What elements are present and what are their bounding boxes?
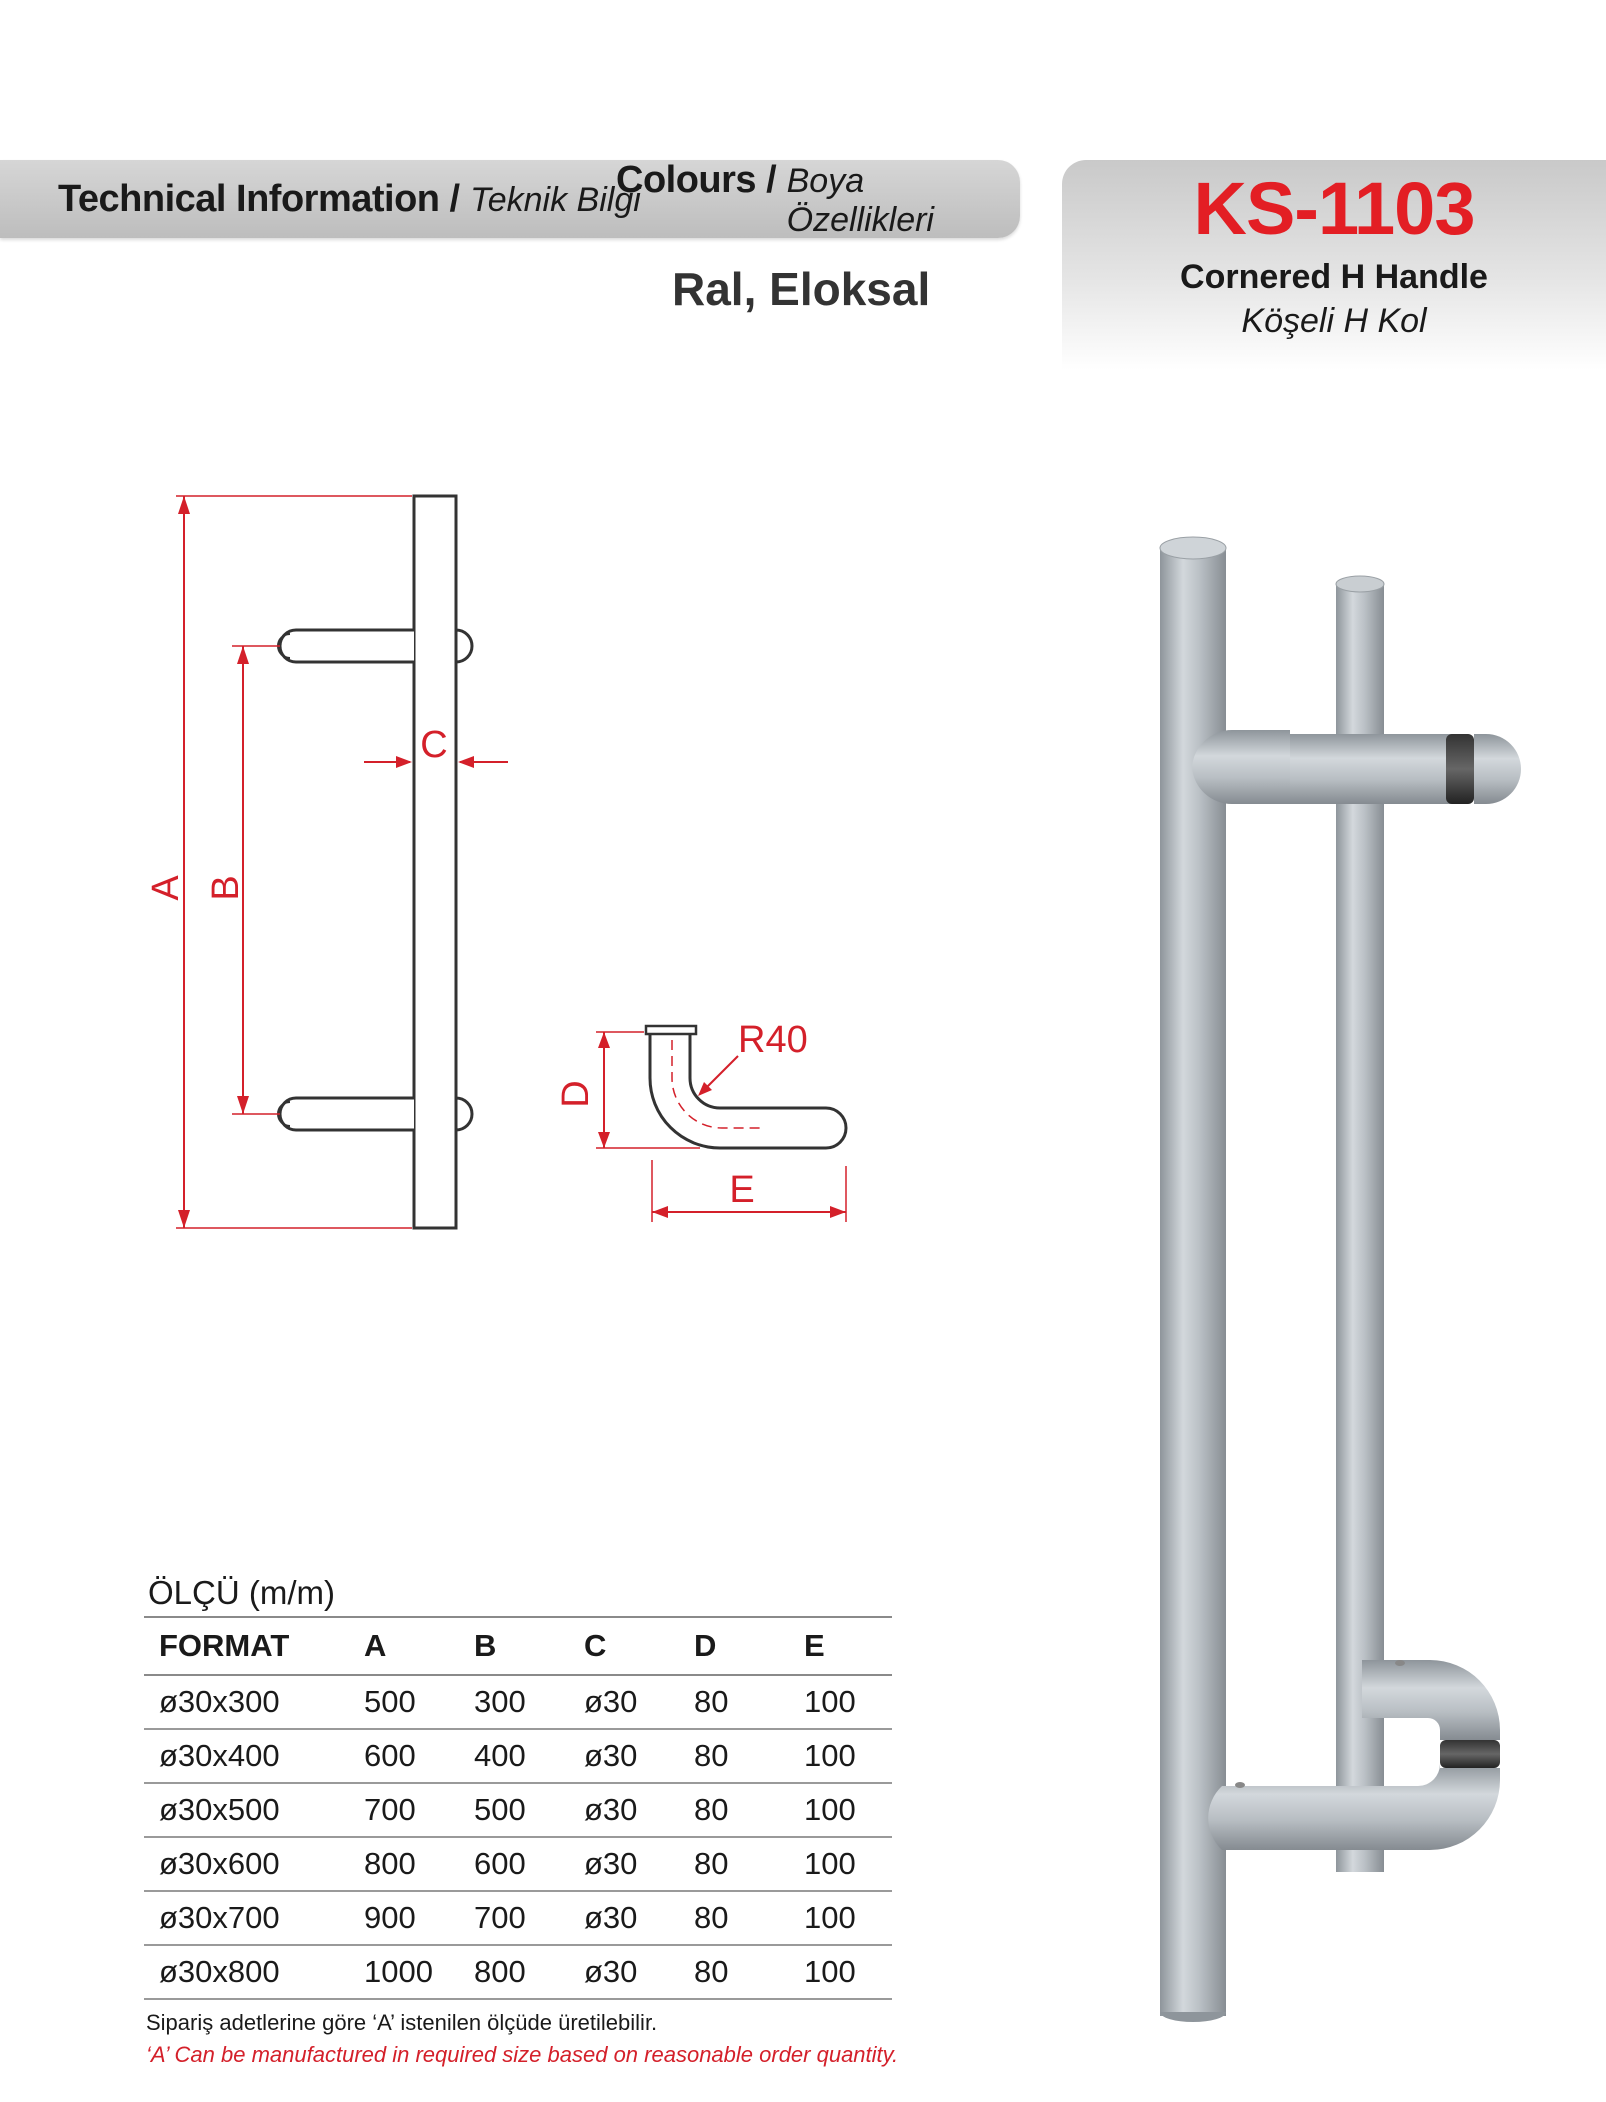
table-header-row (144, 1616, 892, 1676)
header-d: D (694, 1628, 717, 1663)
table-row (144, 1676, 892, 1730)
cell-a: 900 (364, 1900, 416, 1935)
label-b: B (205, 875, 247, 901)
cell-format: ø30x700 (159, 1900, 280, 1935)
product-illustration (1160, 537, 1521, 2022)
cell-c: ø30 (584, 1684, 638, 1719)
cell-c: ø30 (584, 1900, 638, 1935)
table-row (144, 1838, 892, 1892)
cell-c: ø30 (584, 1792, 638, 1827)
product-code: KS-1103 (1193, 167, 1475, 250)
colours-value: Ral, Eloksal (672, 263, 931, 315)
cell-e: 100 (804, 1900, 856, 1935)
cell-d: 80 (694, 1846, 729, 1881)
product-name-en: Cornered H Handle (1180, 258, 1488, 296)
cell-b: 700 (474, 1900, 526, 1935)
cell-a: 700 (364, 1792, 416, 1827)
cell-e: 100 (804, 1738, 856, 1773)
header-format: FORMAT (159, 1628, 290, 1663)
cell-b: 800 (474, 1954, 526, 1989)
cell-e: 100 (804, 1684, 856, 1719)
cell-e: 100 (804, 1954, 856, 1989)
cell-c: ø30 (584, 1846, 638, 1881)
table-row (144, 1892, 892, 1946)
label-a: A (145, 875, 187, 901)
cell-b: 600 (474, 1846, 526, 1881)
header-e: E (804, 1628, 825, 1663)
cell-a: 800 (364, 1846, 416, 1881)
header-a: A (364, 1628, 387, 1663)
side-view (555, 1019, 846, 1222)
header-c: C (584, 1628, 607, 1663)
cell-d: 80 (694, 1738, 729, 1773)
colours-title-separator: / (766, 158, 777, 201)
label-r40: R40 (738, 1019, 808, 1061)
cell-d: 80 (694, 1792, 729, 1827)
cell-a: 500 (364, 1684, 416, 1719)
label-e: E (729, 1169, 755, 1211)
table-row (144, 1784, 892, 1838)
label-c: C (420, 724, 448, 766)
colours-title-italic: Boya Özellikleri (786, 161, 934, 239)
cell-format: ø30x400 (159, 1738, 280, 1773)
dimensions-table (144, 1570, 892, 2000)
cell-a: 1000 (364, 1954, 433, 1989)
cell-b: 500 (474, 1792, 526, 1827)
header-b: B (474, 1628, 497, 1663)
table-row (144, 1946, 892, 2000)
cell-e: 100 (804, 1846, 856, 1881)
colours-title-bold: Colours (616, 158, 757, 201)
cell-format: ø30x800 (159, 1954, 280, 1989)
cell-d: 80 (694, 1684, 729, 1719)
label-d: D (555, 1080, 597, 1108)
cell-d: 80 (694, 1954, 729, 1989)
tech-title-bold: Technical Information (58, 177, 440, 220)
table-title: ÖLÇÜ (m/m) (148, 1574, 335, 1611)
cell-b: 300 (474, 1684, 526, 1719)
cell-format: ø30x600 (159, 1846, 280, 1881)
front-view (145, 496, 508, 1228)
cell-c: ø30 (584, 1954, 638, 1989)
table-row (144, 1730, 892, 1784)
cell-e: 100 (804, 1792, 856, 1827)
cell-b: 400 (474, 1738, 526, 1773)
note-turkish: Sipariş adetlerine göre ‘A’ istenilen ölçüde üretilebilir. (146, 2010, 658, 2035)
cell-c: ø30 (584, 1738, 638, 1773)
tech-title-italic: Teknik Bilgi (470, 180, 641, 219)
cell-format: ø30x500 (159, 1792, 280, 1827)
note-english: ‘A’ Can be manufactured in required size based on reasonable order quantity. (146, 2042, 899, 2067)
cell-d: 80 (694, 1900, 729, 1935)
tech-title-separator: / (449, 177, 461, 220)
cell-a: 600 (364, 1738, 416, 1773)
cell-format: ø30x300 (159, 1684, 280, 1719)
product-name-tr: Köşeli H Kol (1241, 302, 1427, 340)
